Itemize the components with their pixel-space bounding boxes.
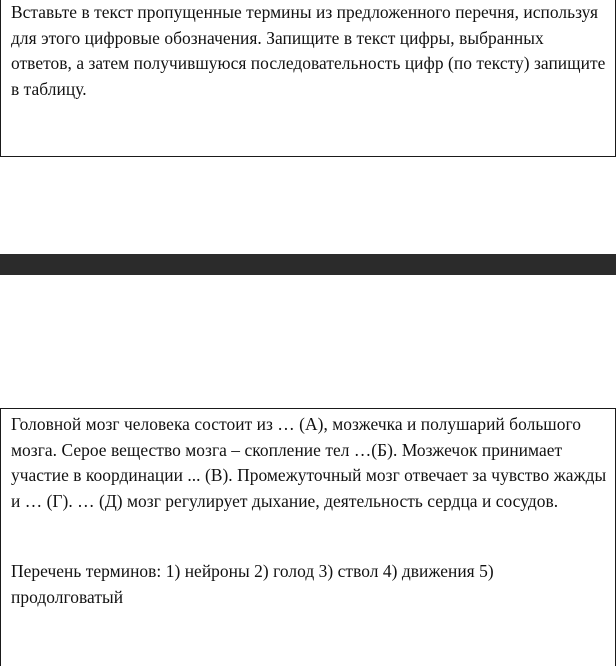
instruction-text: Вставьте в текст пропущенные термины из предложенного перечня, используя для этого цифровые обозначения. Запищите в текст цифры, выбранных ответов, а затем получившуюся последовательность цифр (по тексту) запищите в таблицу. <box>11 2 606 99</box>
instruction-box <box>0 0 616 157</box>
passage-box <box>0 408 616 666</box>
terms-list: Перечень терминов: 1) нейроны 2) голод 3) ствол 4) движения 5) продолговатый <box>11 561 494 607</box>
divider-bar <box>0 254 616 275</box>
passage-text: Головной мозг человека состоит из … (А), мозжечка и полушарий большого мозга. Серое вещество мозга – скопление тел …(Б). Мозжечок принимает участие в координации ... (В). Промежуточный мозг отвечает за чувство жажды и … (Г). … (Д) мозг регулирует дыхание, деятельность сердца и сосудов. <box>11 414 607 511</box>
